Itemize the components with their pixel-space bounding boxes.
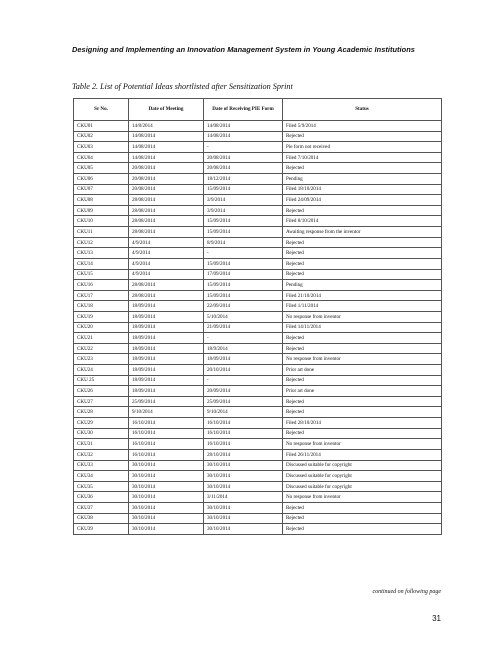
ideas-table	[73, 98, 442, 535]
table-row	[74, 322, 442, 333]
cell-date-of-receiving-pie-form: 20/10/2014	[204, 365, 283, 376]
cell-date-of-receiving-pie-form: 28/10/2014	[204, 449, 283, 460]
cell-status: Filed 28/10/2014	[283, 418, 442, 429]
cell-date-of-receiving-pie-form: 15/09/2014	[204, 184, 283, 195]
cell-date-of-receiving-pie-form: 25/09/2014	[204, 396, 283, 407]
cell-date-of-receiving-pie-form: 30/10/2014	[204, 481, 283, 492]
cell-date-of-meeting: 4/9/2014	[129, 258, 204, 269]
table-row	[74, 184, 442, 195]
cell-status: No response from inventor	[283, 311, 442, 322]
cell-sr-no: CKU19	[74, 311, 129, 322]
cell-date-of-meeting: 28/08/2014	[129, 205, 204, 216]
cell-sr-no: CKU13	[74, 248, 129, 259]
cell-status: No response from inventor	[283, 354, 442, 365]
cell-date-of-receiving-pie-form: 20/08/2014	[204, 152, 283, 163]
table-row	[74, 439, 442, 450]
cell-status: Filed 24/09/2014	[283, 195, 442, 206]
cell-date-of-meeting: 14/08/2014	[129, 142, 204, 153]
table-row	[74, 152, 442, 163]
cell-sr-no: CKU35	[74, 481, 129, 492]
cell-sr-no: CKU02	[74, 131, 129, 142]
cell-date-of-meeting: 30/10/2014	[129, 502, 204, 513]
cell-sr-no: CKU21	[74, 333, 129, 344]
cell-status: Pie form not received	[283, 142, 442, 153]
cell-sr-no: CKU31	[74, 439, 129, 450]
cell-sr-no: CKU11	[74, 227, 129, 238]
cell-status: Filed 5/9/2014	[283, 121, 442, 132]
cell-date-of-meeting: 20/08/2014	[129, 184, 204, 195]
cell-date-of-meeting: 18/09/2014	[129, 365, 204, 376]
table-row	[74, 237, 442, 248]
cell-date-of-meeting: 18/09/2014	[129, 301, 204, 312]
cell-status: Filed 7/10/2014	[283, 152, 442, 163]
cell-date-of-receiving-pie-form: 3/11/2014	[204, 492, 283, 503]
cell-sr-no: CKU36	[74, 492, 129, 503]
column-header-status: Status	[283, 99, 442, 121]
cell-sr-no: CKU23	[74, 354, 129, 365]
table-row	[74, 280, 442, 291]
column-header-date-of-receiving-pie-form: Date of Receiving PIE Form	[204, 99, 283, 121]
cell-sr-no: CKU26	[74, 386, 129, 397]
cell-date-of-receiving-pie-form: 15/09/2014	[204, 216, 283, 227]
cell-date-of-meeting: 18/09/2014	[129, 354, 204, 365]
cell-sr-no: CKU33	[74, 460, 129, 471]
table-row	[74, 524, 442, 535]
cell-date-of-meeting: 16/10/2014	[129, 428, 204, 439]
cell-date-of-meeting: 4/9/2014	[129, 269, 204, 280]
cell-sr-no: CKU29	[74, 418, 129, 429]
cell-sr-no: CKU28	[74, 407, 129, 418]
cell-status: Pending	[283, 280, 442, 291]
table-row	[74, 407, 442, 418]
cell-date-of-meeting: 18/09/2014	[129, 322, 204, 333]
cell-status: Filed 26/11/2014	[283, 449, 442, 460]
cell-status: Filed 21/10/2014	[283, 290, 442, 301]
cell-date-of-receiving-pie-form: 30/10/2014	[204, 513, 283, 524]
cell-status: Rejected	[283, 524, 442, 535]
cell-date-of-meeting: 30/10/2014	[129, 524, 204, 535]
cell-date-of-meeting: 18/09/2014	[129, 333, 204, 344]
cell-date-of-meeting: 30/10/2014	[129, 471, 204, 482]
cell-status: Filed 14/11/2014	[283, 322, 442, 333]
cell-sr-no: CKU07	[74, 184, 129, 195]
cell-sr-no: CKU39	[74, 524, 129, 535]
header-row	[74, 99, 442, 121]
cell-date-of-meeting: 28/08/2014	[129, 216, 204, 227]
cell-date-of-meeting: 9/10/2014	[129, 407, 204, 418]
cell-status: Rejected	[283, 407, 442, 418]
cell-sr-no: CKU01	[74, 121, 129, 132]
table-row	[74, 343, 442, 354]
cell-date-of-receiving-pie-form: 21/09/2014	[204, 322, 283, 333]
cell-date-of-receiving-pie-form: 14/08/2014	[204, 121, 283, 132]
cell-date-of-meeting: 28/08/2014	[129, 195, 204, 206]
cell-sr-no: CKU05	[74, 163, 129, 174]
cell-date-of-meeting: 14/08/2014	[129, 152, 204, 163]
table-row	[74, 131, 442, 142]
cell-status: Rejected	[283, 396, 442, 407]
cell-sr-no: CKU37	[74, 502, 129, 513]
table-row	[74, 227, 442, 238]
cell-date-of-receiving-pie-form: 20/09/2014	[204, 386, 283, 397]
cell-status: No response from inventor	[283, 439, 442, 450]
cell-date-of-receiving-pie-form: 30/10/2014	[204, 471, 283, 482]
table-row	[74, 396, 442, 407]
cell-date-of-receiving-pie-form: 5/10/2014	[204, 311, 283, 322]
cell-status: Awaiting response from the inventor	[283, 227, 442, 238]
table-row	[74, 258, 442, 269]
cell-date-of-receiving-pie-form: 18/09/2014	[204, 354, 283, 365]
cell-status: Filed 8/10/2014	[283, 216, 442, 227]
cell-sr-no: CKU03	[74, 142, 129, 153]
cell-status: Rejected	[283, 269, 442, 280]
cell-date-of-meeting: 4/9/2014	[129, 248, 204, 259]
cell-date-of-receiving-pie-form: 9/10/2014	[204, 407, 283, 418]
cell-status: Rejected	[283, 131, 442, 142]
cell-date-of-meeting: 14/8/2014	[129, 121, 204, 132]
cell-sr-no: CKU30	[74, 428, 129, 439]
cell-sr-no: CKU18	[74, 301, 129, 312]
cell-date-of-receiving-pie-form: 15/09/2014	[204, 280, 283, 291]
cell-date-of-meeting: 18/09/2014	[129, 343, 204, 354]
cell-date-of-meeting: 18/09/2014	[129, 375, 204, 386]
cell-date-of-receiving-pie-form: 17/09/2014	[204, 269, 283, 280]
cell-date-of-receiving-pie-form: 30/10/2014	[204, 460, 283, 471]
cell-date-of-meeting: 18/09/2014	[129, 311, 204, 322]
cell-sr-no: CKU12	[74, 237, 129, 248]
cell-status: Rejected	[283, 163, 442, 174]
cell-status: Rejected	[283, 343, 442, 354]
cell-status: Prior art done	[283, 386, 442, 397]
cell-status: Rejected	[283, 333, 442, 344]
cell-status: Rejected	[283, 248, 442, 259]
table-caption: Table 2. List of Potential Ideas shortlisted after Sensitization Sprint	[72, 82, 293, 91]
cell-sr-no: CKU08	[74, 195, 129, 206]
cell-status: Discussed suitable for copyright	[283, 481, 442, 492]
cell-date-of-receiving-pie-form: 16/10/2014	[204, 439, 283, 450]
cell-status: Rejected	[283, 513, 442, 524]
table-row	[74, 311, 442, 322]
table-row	[74, 492, 442, 503]
table-row	[74, 290, 442, 301]
cell-date-of-receiving-pie-form: -	[204, 142, 283, 153]
table-header	[74, 99, 442, 121]
table-row	[74, 428, 442, 439]
continued-note: continued on following page	[372, 589, 441, 595]
cell-date-of-meeting: 30/10/2014	[129, 481, 204, 492]
cell-date-of-receiving-pie-form: 30/10/2014	[204, 502, 283, 513]
cell-date-of-meeting: 30/10/2014	[129, 492, 204, 503]
cell-date-of-meeting: 14/08/2014	[129, 131, 204, 142]
cell-date-of-meeting: 16/10/2014	[129, 418, 204, 429]
table-row	[74, 269, 442, 280]
table-row	[74, 205, 442, 216]
cell-date-of-receiving-pie-form: 14/08/2014	[204, 131, 283, 142]
cell-sr-no: CKU38	[74, 513, 129, 524]
cell-sr-no: CKU34	[74, 471, 129, 482]
table-row	[74, 301, 442, 312]
cell-date-of-meeting: 28/08/2014	[129, 290, 204, 301]
cell-date-of-meeting: 18/09/2014	[129, 386, 204, 397]
cell-sr-no: CKU22	[74, 343, 129, 354]
table-row	[74, 481, 442, 492]
cell-status: No response from inventor	[283, 492, 442, 503]
cell-sr-no: CKU 25	[74, 375, 129, 386]
cell-status: Pending	[283, 174, 442, 185]
table-row	[74, 163, 442, 174]
table-row	[74, 121, 442, 132]
table-row	[74, 195, 442, 206]
cell-status: Filed 18/10/2014	[283, 184, 442, 195]
table-body	[74, 121, 442, 535]
cell-sr-no: CKU10	[74, 216, 129, 227]
cell-status: Rejected	[283, 502, 442, 513]
table-row	[74, 142, 442, 153]
cell-status: Rejected	[283, 237, 442, 248]
cell-date-of-meeting: 16/10/2014	[129, 439, 204, 450]
page-number: 31	[432, 614, 441, 623]
cell-sr-no: CKU09	[74, 205, 129, 216]
cell-date-of-receiving-pie-form: -	[204, 375, 283, 386]
table-row	[74, 460, 442, 471]
table-row	[74, 248, 442, 259]
table-row	[74, 333, 442, 344]
column-header-sr-no: Sr No.	[74, 99, 129, 121]
cell-status: Rejected	[283, 375, 442, 386]
cell-date-of-receiving-pie-form: 20/08/2014	[204, 163, 283, 174]
cell-status: Rejected	[283, 428, 442, 439]
table-row	[74, 174, 442, 185]
cell-status: Rejected	[283, 258, 442, 269]
table-row	[74, 386, 442, 397]
cell-date-of-receiving-pie-form: 30/10/2014	[204, 524, 283, 535]
cell-sr-no: CKU04	[74, 152, 129, 163]
cell-sr-no: CKU06	[74, 174, 129, 185]
table-row	[74, 471, 442, 482]
cell-date-of-receiving-pie-form: 15/09/2014	[204, 290, 283, 301]
cell-date-of-meeting: 30/10/2014	[129, 460, 204, 471]
table-row	[74, 365, 442, 376]
table-row	[74, 375, 442, 386]
cell-date-of-receiving-pie-form: 15/09/2014	[204, 258, 283, 269]
cell-date-of-receiving-pie-form: 8/9/2014	[204, 237, 283, 248]
cell-date-of-meeting: 28/08/2014	[129, 227, 204, 238]
cell-status: Filed 1/11/2014	[283, 301, 442, 312]
table-row	[74, 449, 442, 460]
cell-status: Prior art done	[283, 365, 442, 376]
cell-sr-no: CKU27	[74, 396, 129, 407]
cell-status: Discussed suitable for copyright	[283, 460, 442, 471]
cell-date-of-receiving-pie-form: 16/10/2014	[204, 418, 283, 429]
table-row	[74, 354, 442, 365]
column-header-date-of-meeting: Date of Meeting	[129, 99, 204, 121]
cell-date-of-meeting: 20/08/2014	[129, 163, 204, 174]
cell-date-of-receiving-pie-form: 16/10/2014	[204, 428, 283, 439]
cell-date-of-receiving-pie-form: 18/9/2014	[204, 343, 283, 354]
cell-date-of-meeting: 30/10/2014	[129, 513, 204, 524]
cell-sr-no: CKU14	[74, 258, 129, 269]
table-row	[74, 418, 442, 429]
cell-date-of-meeting: 28/08/2014	[129, 280, 204, 291]
cell-date-of-receiving-pie-form: 3/9/2014	[204, 195, 283, 206]
cell-sr-no: CKU24	[74, 365, 129, 376]
cell-sr-no: CKU17	[74, 290, 129, 301]
cell-date-of-meeting: 16/10/2014	[129, 449, 204, 460]
table-row	[74, 502, 442, 513]
cell-date-of-meeting: 4/9/2014	[129, 237, 204, 248]
cell-date-of-receiving-pie-form: -	[204, 248, 283, 259]
cell-date-of-receiving-pie-form: 22/09/2014	[204, 301, 283, 312]
cell-sr-no: CKU16	[74, 280, 129, 291]
cell-date-of-receiving-pie-form: -	[204, 333, 283, 344]
cell-sr-no: CKU32	[74, 449, 129, 460]
cell-status: Discussed suitable for copyright	[283, 471, 442, 482]
running-title: Designing and Implementing an Innovation Management System in Young Academic Institutions	[72, 45, 415, 54]
cell-date-of-meeting: 25/09/2014	[129, 396, 204, 407]
cell-sr-no: CKU20	[74, 322, 129, 333]
cell-date-of-receiving-pie-form: 3/9/2014	[204, 205, 283, 216]
cell-status: Rejected	[283, 205, 442, 216]
cell-sr-no: CKU15	[74, 269, 129, 280]
cell-date-of-meeting: 20/08/2014	[129, 174, 204, 185]
cell-date-of-receiving-pie-form: 18/12/2014	[204, 174, 283, 185]
table-row	[74, 513, 442, 524]
cell-date-of-receiving-pie-form: 15/09/2014	[204, 227, 283, 238]
table-row	[74, 216, 442, 227]
